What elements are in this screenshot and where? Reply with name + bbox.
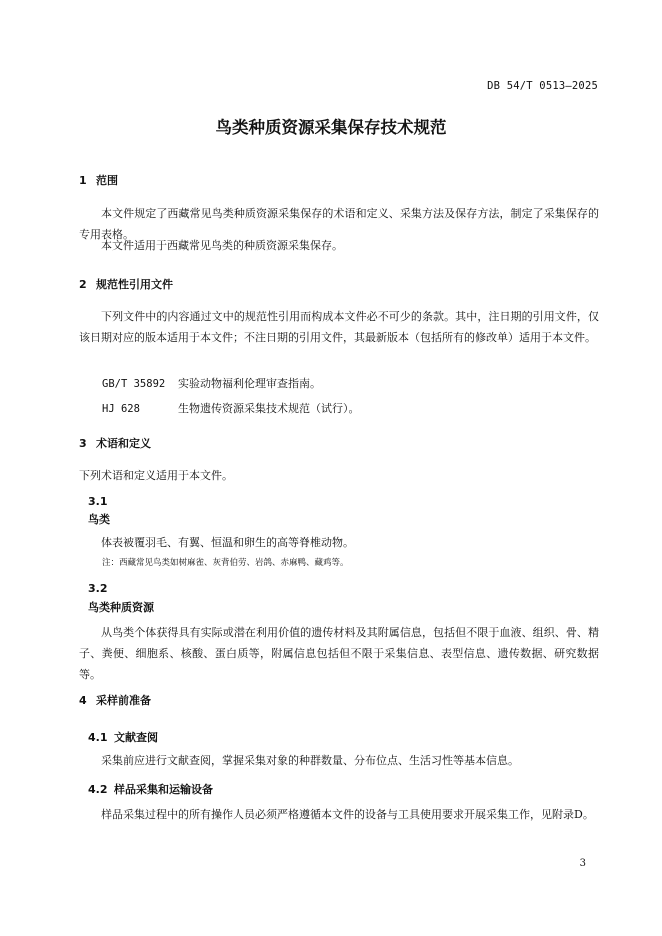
section-title: 规范性引用文件: [96, 278, 173, 291]
term-number: 3.1: [88, 495, 108, 508]
document-code: DB 54/T 0513—2025: [487, 80, 598, 92]
section-1-heading: [79, 172, 118, 188]
section-number: 1: [79, 174, 87, 187]
section-2-heading: [79, 276, 173, 292]
section-4-heading: [79, 692, 151, 708]
term-name: 鸟类: [88, 513, 110, 526]
subsection-4-1-heading: [88, 729, 158, 745]
section-number: 4: [79, 694, 87, 707]
section-3-intro: 下列术语和定义适用于本文件。: [79, 469, 233, 482]
reference-code: HJ 628: [102, 403, 140, 415]
section-3-heading: [79, 435, 151, 451]
term-name: 鸟类种质资源: [88, 601, 154, 614]
subsection-title: 文献查阅: [114, 731, 158, 744]
section-2-paragraph: 下列文件中的内容通过文中的规范性引用而构成本文件必不可少的条款。其中，注日期的引用文件，仅该日期对应的版本适用于本文件；不注日期的引用文件，其最新版本（包括所有的修改单）适用于本文件。: [79, 310, 599, 344]
section-number: 2: [79, 278, 87, 291]
term-number: 3.2: [88, 582, 108, 595]
subsection-4-2-text: 样品采集过程中的所有操作人员必须严格遵循本文件的设备与工具使用要求开展采集工作，见附录D。: [101, 808, 594, 821]
subsection-number: 4.1: [88, 731, 108, 744]
page-number: 3: [579, 858, 586, 869]
section-title: 采样前准备: [96, 694, 151, 707]
section-number: 3: [79, 437, 87, 450]
section-1-paragraph-1: 本文件规定了西藏常见鸟类种质资源采集保存的术语和定义、采集方法及保存方法，制定了采集保存的专用表格。: [79, 207, 599, 241]
section-title: 术语和定义: [96, 437, 151, 450]
term-definition: 体表被覆羽毛、有翼、恒温和卵生的高等脊椎动物。: [101, 536, 354, 549]
term-note: 注：西藏常见鸟类如树麻雀、灰背伯劳、岩鸽、赤麻鸭、藏鸡等。: [102, 558, 349, 568]
subsection-4-2-heading: [88, 781, 213, 797]
reference-title: 生物遗传资源采集技术规范（试行）。: [178, 402, 360, 415]
reference-item: [102, 375, 321, 391]
subsection-number: 4.2: [88, 783, 108, 796]
document-title: 鸟类种质资源采集保存技术规范: [215, 118, 447, 137]
section-title: 范围: [96, 174, 118, 187]
subsection-title: 样品采集和运输设备: [114, 783, 213, 796]
subsection-4-1-text: 采集前应进行文献查阅，掌握采集对象的种群数量、分布位点、生活习性等基本信息。: [101, 754, 519, 767]
reference-item: [102, 400, 360, 416]
term-definition: 从鸟类个体获得具有实际或潜在利用价值的遗传材料及其附属信息，包括但不限于血液、组织、骨、精子、粪便、细胞系、核酸、蛋白质等，附属信息包括但不限于采集信息、表型信息、遗传数据、研究数据等。: [79, 626, 599, 681]
reference-code: GB/T 35892: [102, 378, 166, 390]
reference-title: 实验动物福利伦理审查指南。: [178, 377, 321, 390]
section-1-paragraph-2: 本文件适用于西藏常见鸟类的种质资源采集保存。: [101, 239, 343, 252]
